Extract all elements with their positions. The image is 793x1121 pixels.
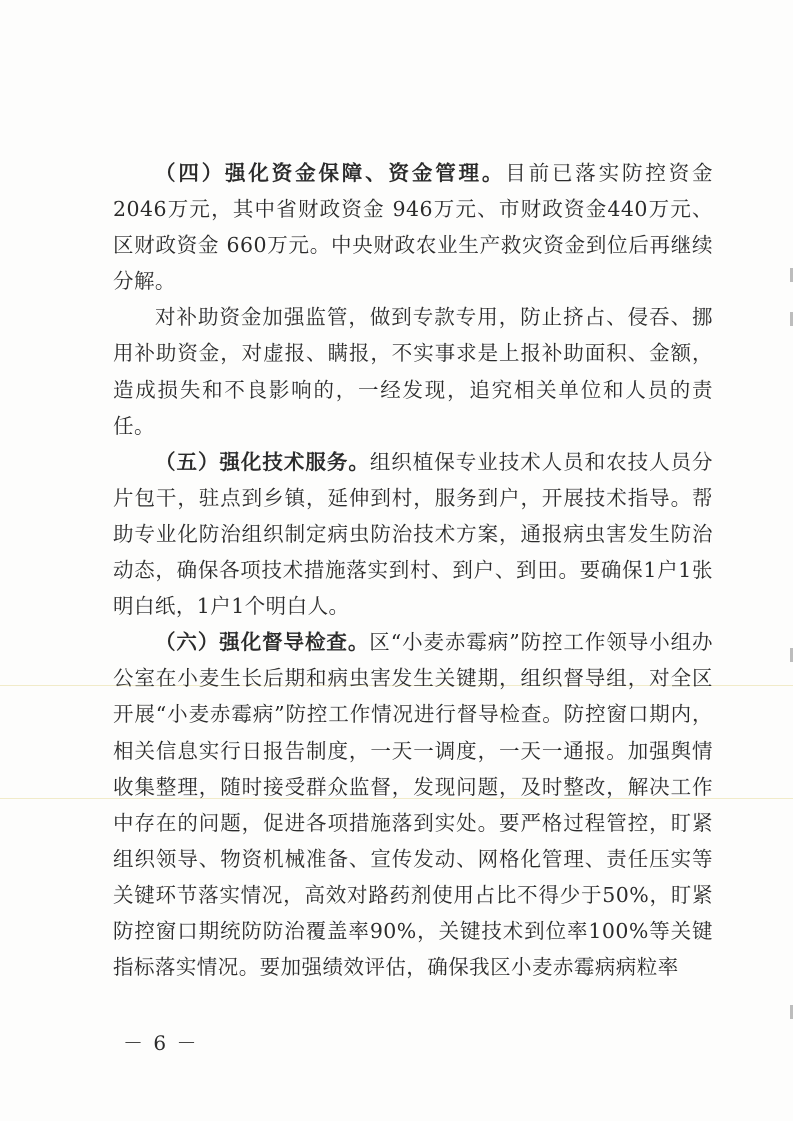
paragraph-inspection [113, 624, 713, 985]
paragraph-supervision [113, 299, 713, 443]
paragraph-text: 对补助资金加强监管，做到专款专用，防止挤占、侵吞、挪用补助资金，对虚报、瞒报，不实事求是上报补助面积、金额，造成损失和不良影响的，一经发现，追究相关单位和人员的责任。 [113, 305, 713, 438]
section-heading-six: （六）强化督导检查。 [155, 630, 370, 655]
page-number: － 6 － [123, 1031, 199, 1055]
paragraph-funding [113, 155, 713, 299]
paragraph-technical-service [113, 444, 713, 624]
paragraph-text: 目前已落实防控资金 2046万元，其中省财政资金 946万元、市财政资金440万元、区财政资金 660万元。中央财政农业生产救灾资金到位后再继续分解。 [113, 161, 713, 294]
paragraph-text: 组织植保专业技术人员和农技人员分片包干，驻点到乡镇，延伸到村，服务到户，开展技术指导。帮助专业化防治组织制定病虫防治技术方案，通报病虫害发生防治动态，确保各项技术措施落实到村、到户、到田。要确保1户1张明白纸，1户1个明白人。 [113, 449, 714, 619]
document-body [113, 155, 713, 985]
section-heading-five: （五）强化技术服务。 [155, 449, 370, 474]
paragraph-text: 区“小麦赤霉病”防控工作领导小组办公室在小麦生长后期和病虫害发生关键期，组织督导组，对全区开展“小麦赤霉病”防控工作情况进行督导检查。防控窗口期内，相关信息实行日报告制度，一天一调度，一天一通报。加强舆情收集整理，随时接受群众监督，发现问题，及时整改，解决工作中存在的问题，促进各项措施落到实处。要严格过程管控，盯紧组织领导、物资机械准备、宣传发动、网格化管理、责任压实等关键环节落实情况，高效对路药剂使用占比不得少于50%，盯紧防控窗口期统防防治覆盖率90%，关键技术到位率100%等关键指标落实情况。要加强绩效评估，确保我区小麦赤霉病病粒率 [113, 630, 713, 980]
section-heading-four: （四）强化资金保障、资金管理。 [155, 161, 506, 185]
